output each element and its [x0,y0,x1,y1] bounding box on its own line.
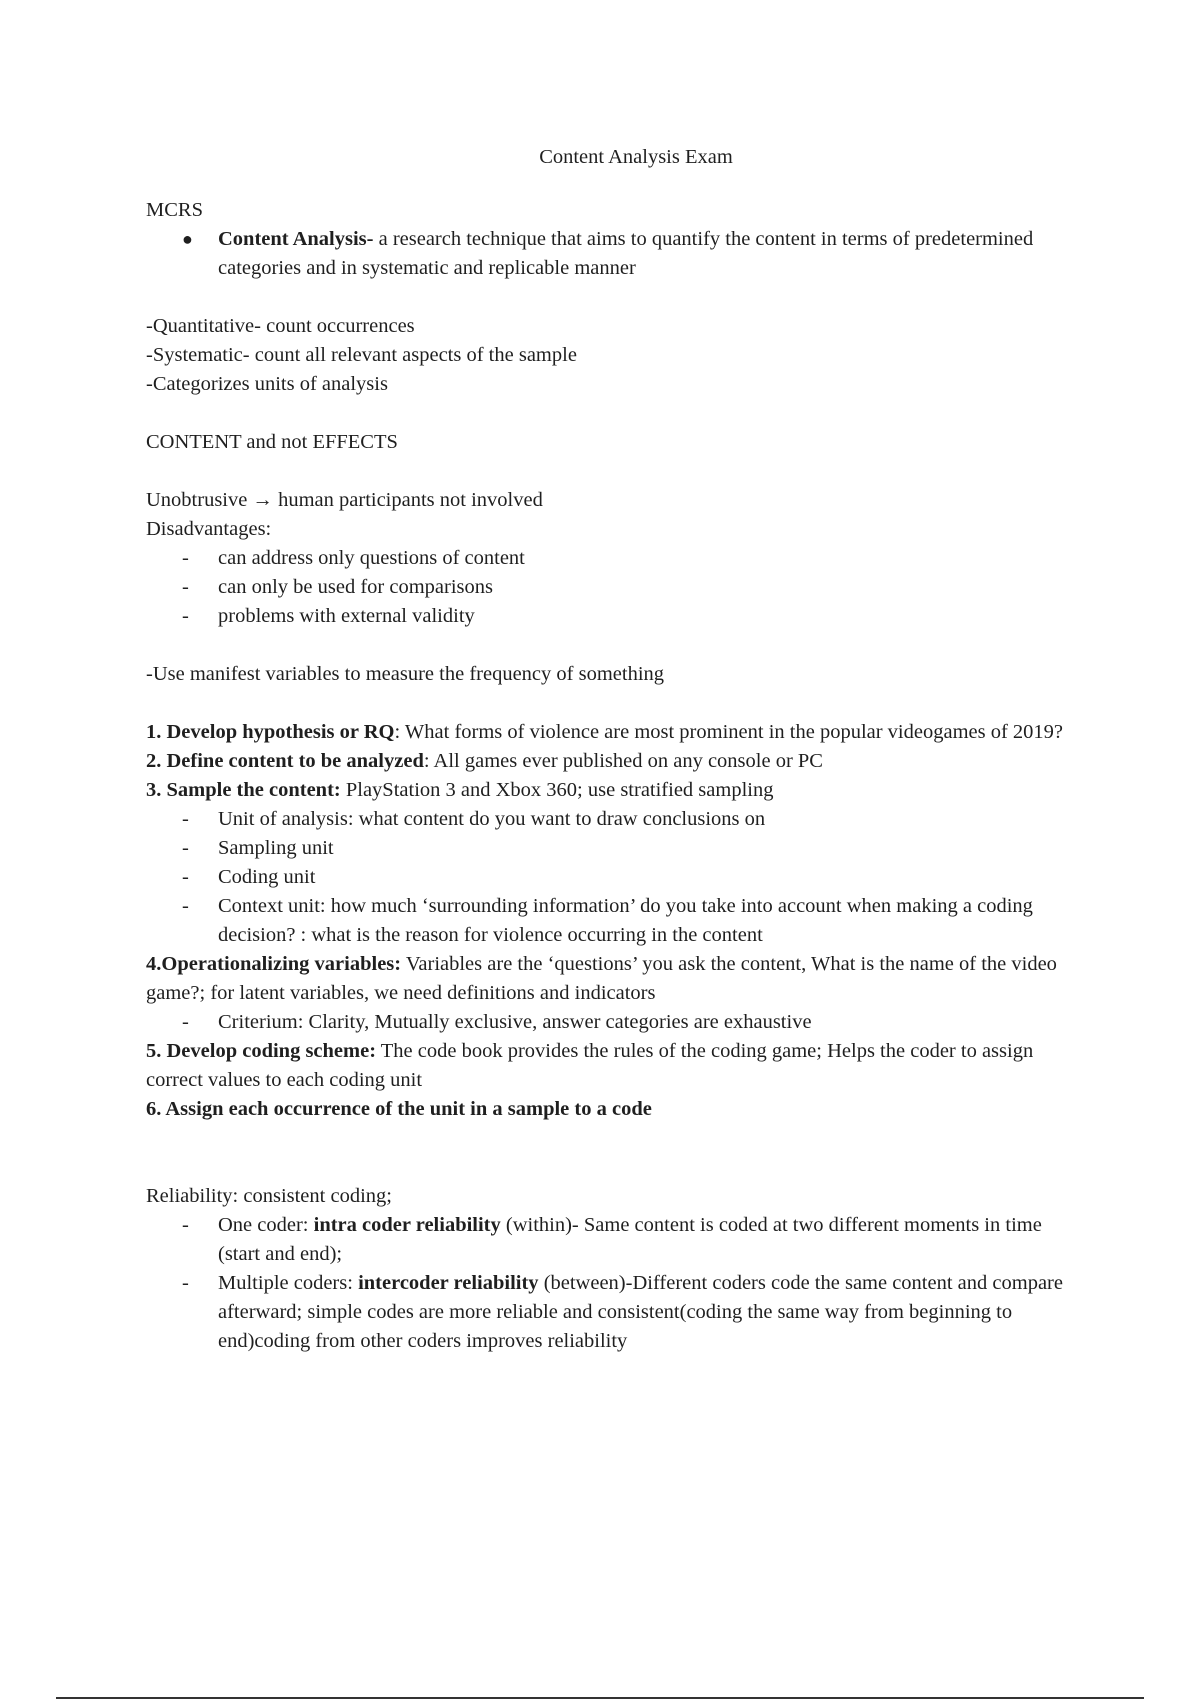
list-item: - can only be used for comparisons [146,573,1086,602]
step-2: 2. Define content to be analyzed: All games ever published on any console or PC [146,750,823,772]
page-bottom-divider [56,1697,1144,1699]
dash-icon: - [182,895,189,917]
step-4: 4.Operationalizing variables: Variables are the ‘questions’ you ask the content, What is the name of the video game?; for latent variables, we need definitions and indicators [146,953,1057,1004]
dash-icon: - [182,866,189,888]
list-item: - Coding unit [146,863,1086,892]
disadvantages-label: Disadvantages: [146,518,272,540]
trait-quantitative: -Quantitative- count occurrences [146,315,415,337]
dash-icon: - [182,605,189,627]
focus-line: CONTENT and not EFFECTS [146,431,398,453]
step-5: 5. Develop coding scheme: The code book provides the rules of the coding game; Helps the coder to assign correct values to each coding unit [146,1040,1034,1091]
trait-systematic: -Systematic- count all relevant aspects of the sample [146,344,577,366]
step-3: 3. Sample the content: PlayStation 3 and Xbox 360; use stratified sampling [146,779,774,801]
dash-icon: - [182,1214,189,1236]
disadvantages-list [146,544,1086,631]
list-item: - problems with external validity [146,602,1086,631]
section-label: MCRS [146,199,203,221]
list-item: - One coder: intra coder reliability (within)- Same content is coded at two different moments in time (start and end); [146,1211,1086,1269]
definition-item [146,225,1086,283]
step-4-list [146,1008,1086,1037]
list-item: - can address only questions of content [146,544,1086,573]
unobtrusive-line: Unobtrusive → human participants not involved [146,489,543,511]
list-item: - Multiple coders: intercoder reliability (between)-Different coders code the same content and compare afterward; simple codes are more reliable and consistent(coding the same way from beginning to end)coding from other coders improves reliability [146,1269,1086,1356]
definition-term: Content Analysis- [218,228,374,250]
trait-categorizes: -Categorizes units of analysis [146,373,388,395]
dash-icon: - [182,1011,189,1033]
dash-icon: - [182,837,189,859]
dash-icon: - [182,1272,189,1294]
dash-icon: - [182,576,189,598]
document-title: Content Analysis Exam [539,146,733,168]
definition-text: a research technique that aims to quantify the content in terms of predetermined categories and in systematic and replicable manner [218,228,1034,279]
list-item: - Context unit: how much ‘surrounding information’ do you take into account when making a coding decision? : what is the reason for violence occurring in the content [146,892,1086,950]
list-item: - Unit of analysis: what content do you want to draw conclusions on [146,805,1086,834]
dash-icon: - [182,808,189,830]
reliability-heading: Reliability: consistent coding; [146,1185,392,1207]
step-3-list [146,805,1086,950]
document-page [146,143,1086,1356]
step-1: 1. Develop hypothesis or RQ: What forms of violence are most prominent in the popular videogames of 2019? [146,721,1064,743]
step-6: 6. Assign each occurrence of the unit in a sample to a code [146,1098,652,1120]
list-item: - Sampling unit [146,834,1086,863]
reliability-list [146,1211,1086,1356]
bullet-icon: ● [182,229,193,249]
dash-icon: - [182,547,189,569]
list-item: - Criterium: Clarity, Mutually exclusive, answer categories are exhaustive [146,1008,1086,1037]
definition-list [146,225,1086,283]
manifest-line: -Use manifest variables to measure the frequency of something [146,663,665,685]
